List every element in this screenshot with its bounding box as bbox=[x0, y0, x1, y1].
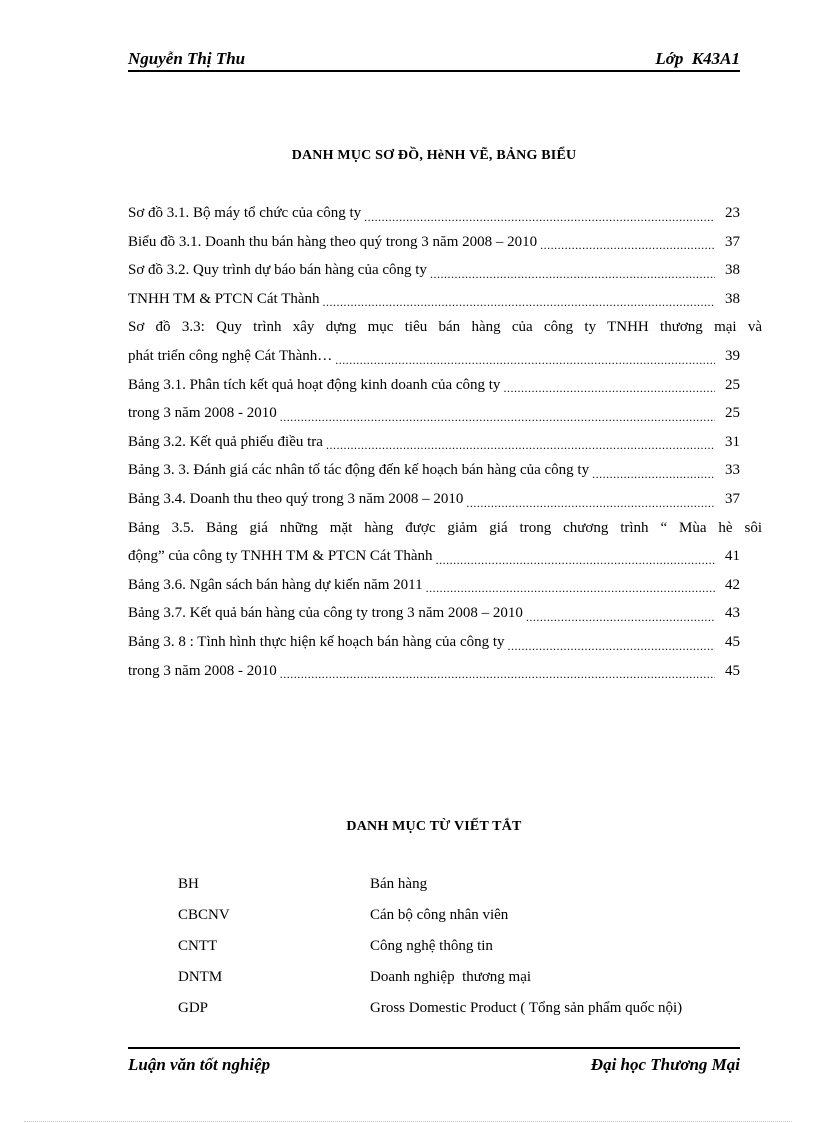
university-name: Đại học Thương Mại bbox=[590, 1055, 740, 1074]
page-number: 41 bbox=[725, 548, 740, 565]
list-item-text: Bảng 3.5. Bảng giá những mặt hàng được giảm giá trong chương trình “ Mùa hè sôi bbox=[128, 519, 762, 536]
dot-leader bbox=[540, 234, 715, 256]
list-item[interactable] bbox=[128, 256, 740, 285]
list-item-text: Bảng 3.4. Doanh thu theo quý trong 3 năm 2008 – 2010 bbox=[128, 490, 464, 507]
dot-leader bbox=[436, 549, 715, 571]
dot-leader bbox=[426, 577, 715, 599]
list-item bbox=[178, 900, 748, 931]
abbreviation: DNTM bbox=[178, 969, 223, 985]
list-item[interactable] bbox=[128, 371, 740, 400]
list-item[interactable] bbox=[128, 313, 762, 342]
toc-title: DANH MỤC SƠ ĐỒ, HèNH VẼ, BẢNG BIỂU bbox=[291, 148, 577, 163]
page-number: 38 bbox=[725, 290, 740, 307]
page-number: 25 bbox=[725, 376, 740, 393]
page-number: 45 bbox=[725, 662, 740, 679]
abbreviation: BH bbox=[178, 876, 199, 892]
dot-leader bbox=[323, 291, 715, 313]
list-item[interactable] bbox=[128, 228, 740, 257]
dot-leader bbox=[508, 635, 715, 657]
class-name: Lớp K43A1 bbox=[655, 49, 740, 68]
list-item[interactable] bbox=[128, 657, 740, 686]
dot-leader bbox=[503, 377, 715, 399]
page-number: 42 bbox=[725, 576, 740, 593]
page-footer bbox=[128, 1047, 740, 1075]
list-item[interactable] bbox=[128, 628, 740, 657]
abbreviation-meaning: Công nghệ thông tin bbox=[370, 938, 493, 954]
dot-leader bbox=[280, 406, 715, 428]
page-header bbox=[128, 48, 740, 72]
page-number: 37 bbox=[725, 490, 740, 507]
abbreviation-meaning: Gross Domestic Product ( Tổng sản phẩm quốc nội) bbox=[370, 1000, 683, 1016]
dot-leader bbox=[430, 263, 715, 285]
abbreviation-meaning: Cán bộ công nhân viên bbox=[370, 907, 509, 923]
list-item-text: trong 3 năm 2008 - 2010 bbox=[128, 405, 277, 422]
list-item[interactable] bbox=[128, 342, 740, 371]
page-number: 39 bbox=[725, 347, 740, 364]
abbreviation-list bbox=[178, 869, 748, 1024]
list-item[interactable] bbox=[128, 285, 740, 314]
list-item-text: trong 3 năm 2008 - 2010 bbox=[128, 662, 277, 679]
list-item-text: Bảng 3. 3. Đánh giá các nhân tố tác động đến kế hoạch bán hàng của công ty bbox=[128, 462, 590, 479]
abbreviation-meaning: Bán hàng bbox=[370, 876, 428, 892]
dot-leader bbox=[326, 434, 715, 456]
page-number: 37 bbox=[725, 233, 740, 250]
page-number: 31 bbox=[725, 433, 740, 450]
list-item-text: động” của công ty TNHH TM & PTCN Cát Thành bbox=[128, 548, 433, 565]
abbreviation: CBCNV bbox=[178, 907, 230, 923]
list-item[interactable] bbox=[128, 599, 740, 628]
page-number: 25 bbox=[725, 405, 740, 422]
dot-leader bbox=[280, 663, 715, 685]
thesis-label: Luận văn tốt nghiệp bbox=[128, 1055, 271, 1074]
figure-table-list bbox=[128, 199, 762, 685]
list-item[interactable] bbox=[128, 428, 740, 457]
list-item-text: Biểu đồ 3.1. Doanh thu bán hàng theo quý trong 3 năm 2008 – 2010 bbox=[128, 233, 538, 250]
dot-leader bbox=[592, 463, 715, 485]
list-item[interactable] bbox=[128, 399, 740, 428]
dot-leader bbox=[335, 349, 715, 371]
page-number: 38 bbox=[725, 262, 740, 279]
list-item-text: TNHH TM & PTCN Cát Thành bbox=[128, 290, 320, 307]
abbreviation: GDP bbox=[178, 1000, 209, 1016]
page-number: 33 bbox=[725, 462, 740, 479]
list-item[interactable] bbox=[128, 199, 740, 228]
page-number: 43 bbox=[725, 605, 740, 622]
list-item-text: Bảng 3.1. Phân tích kết quả hoạt động kinh doanh của công ty bbox=[128, 376, 501, 393]
list-item[interactable] bbox=[128, 571, 740, 600]
list-item-text: Bảng 3.2. Kết quả phiếu điều tra bbox=[128, 433, 323, 450]
list-item-text: Bảng 3. 8 : Tình hình thực hiện kế hoạch bán hàng của công ty bbox=[128, 633, 505, 650]
list-item bbox=[178, 962, 748, 993]
page-number: 45 bbox=[725, 633, 740, 650]
list-item bbox=[178, 869, 748, 900]
list-item[interactable] bbox=[128, 456, 740, 485]
list-item[interactable] bbox=[128, 485, 740, 514]
dot-leader bbox=[526, 606, 715, 628]
list-item bbox=[178, 993, 748, 1024]
author-name: Nguyễn Thị Thu bbox=[128, 49, 246, 68]
abbreviation-meaning: Doanh nghiệp thương mại bbox=[370, 969, 532, 985]
dot-leader bbox=[364, 206, 715, 228]
list-item-text: Bảng 3.7. Kết quả bán hàng của công ty trong 3 năm 2008 – 2010 bbox=[128, 605, 523, 622]
list-item-text: Sơ đồ 3.1. Bộ máy tổ chức của công ty bbox=[128, 205, 362, 221]
list-item-text: phát triển công nghệ Cát Thành… bbox=[128, 347, 333, 364]
abbreviation: CNTT bbox=[178, 938, 218, 954]
list-item-text: Bảng 3.6. Ngân sách bán hàng dự kiến năm 2011 bbox=[128, 576, 423, 593]
list-item-text: Sơ đồ 3.3: Quy trình xây dựng mục tiêu bán hàng của công ty TNHH thương mại và bbox=[128, 319, 762, 336]
list-item-text: Sơ đồ 3.2. Quy trình dự báo bán hàng của công ty bbox=[128, 262, 427, 279]
page-number: 23 bbox=[725, 205, 740, 221]
abbreviation-title: DANH MỤC TỪ VIẾT TẮT bbox=[346, 819, 522, 834]
list-item[interactable] bbox=[128, 514, 762, 543]
dot-leader bbox=[466, 492, 715, 514]
list-item[interactable] bbox=[128, 542, 740, 571]
list-item bbox=[178, 931, 748, 962]
page-edge-divider bbox=[24, 1121, 792, 1122]
